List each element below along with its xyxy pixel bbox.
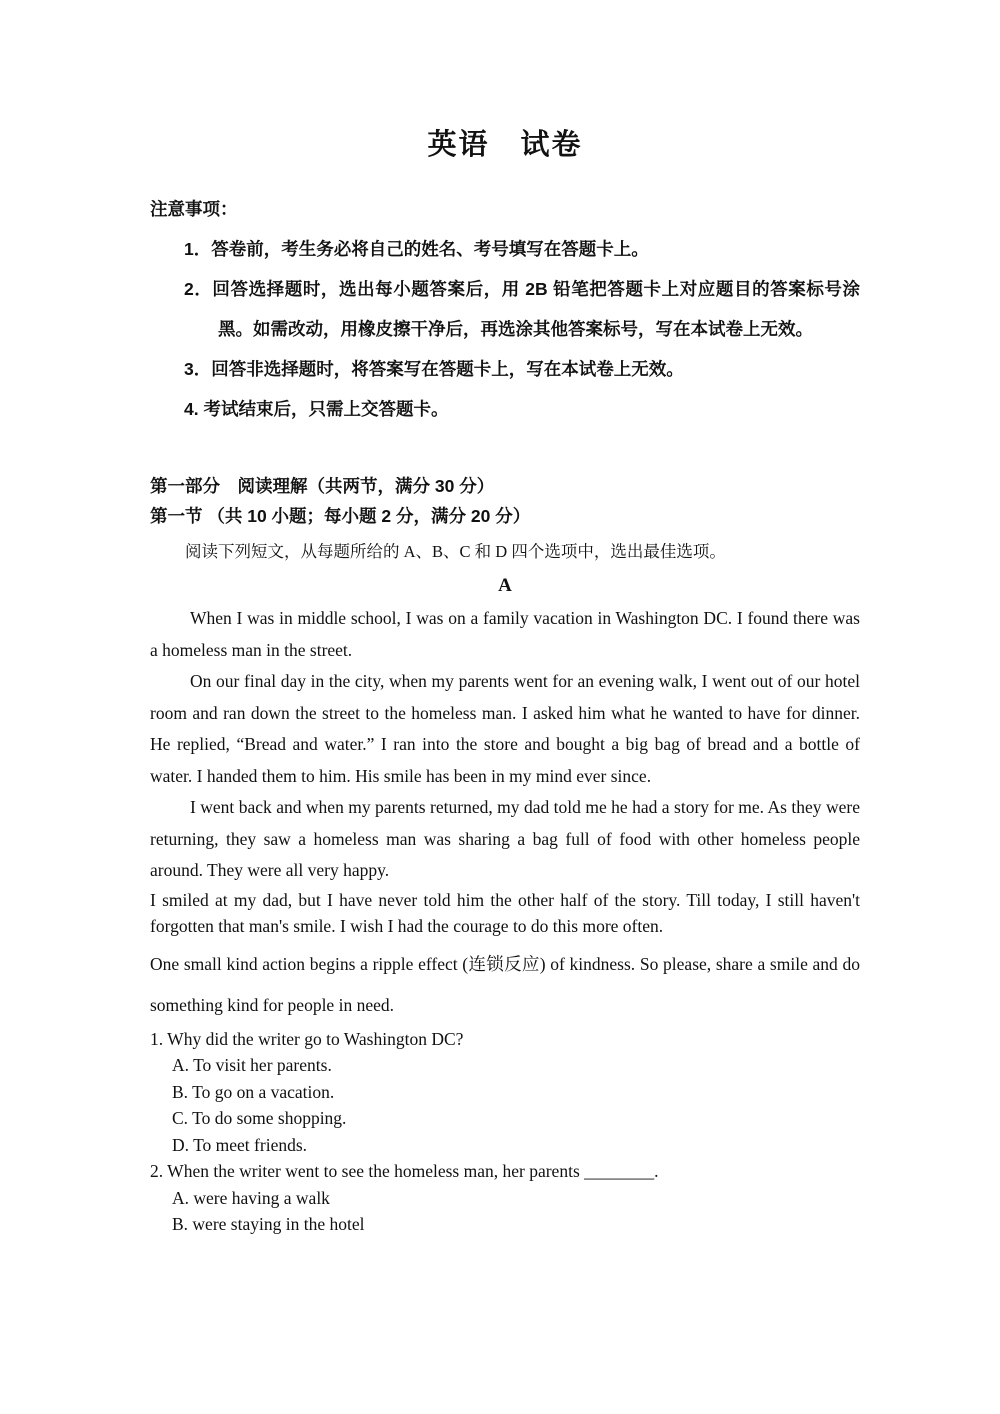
notice-heading: 注意事项： xyxy=(150,199,238,219)
question-1-option-b: B. To go on a vacation. xyxy=(172,1081,335,1102)
part1-section-heading: 第一节 （共 10 小题；每小题 2 分，满分 20 分） xyxy=(150,506,531,526)
question-1-stem: 1. Why did the writer go to Washington DC? xyxy=(150,1028,464,1049)
notice-section xyxy=(150,189,860,429)
notice-item-4: 4. 考试结束后，只需上交答题卡。 xyxy=(184,399,449,419)
passage-paragraph-1: When I was in middle school, I was on a family vacation in Washington DC. I found there was a homeless man in the street. xyxy=(150,608,860,660)
question-2-option-a: A. were having a walk xyxy=(172,1187,330,1208)
questions-section xyxy=(150,1026,860,1238)
passage-paragraph-4: I smiled at my dad, but I have never told him the other half of the story. Till today, I still haven't forgotten that man's smile. I wish I had the courage to do this more often. xyxy=(150,889,860,936)
part1-heading: 第一部分 阅读理解（共两节，满分 30 分） xyxy=(150,476,495,496)
question-2-stem: 2. When the writer went to see the homeless man, her parents ________. xyxy=(150,1161,659,1181)
passage-label: A xyxy=(498,575,512,596)
question-1-option-d: D. To meet friends. xyxy=(172,1134,308,1155)
notice-item-2: 2．回答选择题时，选出每小题答案后，用 2B 铅笔把答题卡上对应题目的答案标号涂黑。如需改动，用橡皮擦干净后，再选涂其他答案标号，写在本试卷上无效。 xyxy=(184,279,860,339)
passage-paragraph-2: On our final day in the city, when my parents went for an evening walk, I went out of our hotel room and ran down the street to the homeless man. I asked him what he wanted to have for dinner. He replied, “Bread and water.” I ran into the store and bought a big bag of bread and a bottle of water. I handed them to him. His smile has been in my mind ever since. xyxy=(150,671,860,786)
question-1-option-a: A. To visit her parents. xyxy=(172,1055,332,1075)
notice-item-3: 3．回答非选择题时，将答案写在答题卡上，写在本试卷上无效。 xyxy=(184,359,684,379)
page-title: 英语 试卷 xyxy=(427,129,583,161)
part1-section xyxy=(150,471,860,567)
passage-paragraph-5: One small kind action begins a ripple effect (连锁反应) of kindness. So please, share a smile and do something kind for people in need. xyxy=(150,953,860,1015)
notice-item-1: 1．答卷前，考生务必将自己的姓名、考号填写在答题卡上。 xyxy=(184,239,649,259)
passage-paragraph-3: I went back and when my parents returned, my dad told me he had a story for me. As they were returning, they saw a homeless man was sharing a bag full of food with other homeless people around. They were all very happy. xyxy=(150,797,860,880)
question-1-option-c: C. To do some shopping. xyxy=(172,1108,347,1128)
part1-instruction: 阅读下列短文，从每题所给的 A、B、C 和 D 四个选项中，选出最佳选项。 xyxy=(185,542,726,561)
question-2-option-b: B. were staying in the hotel xyxy=(172,1214,365,1234)
reading-passage xyxy=(150,603,860,1026)
